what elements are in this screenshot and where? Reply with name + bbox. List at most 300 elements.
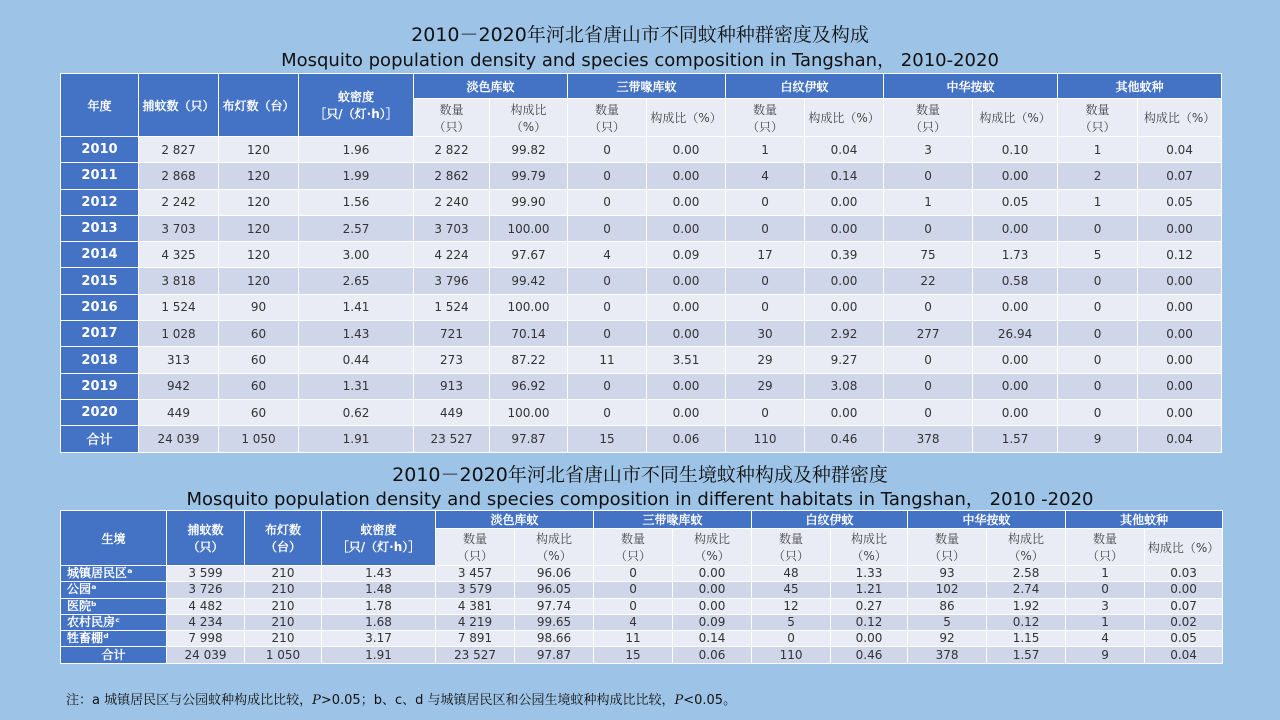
table-cell: 0	[1058, 321, 1138, 347]
table-cell: 24 039	[167, 647, 245, 663]
table-row	[61, 399, 1222, 425]
table-cell: 0	[726, 294, 805, 320]
table-row	[61, 647, 1223, 663]
table-cell: 0	[726, 399, 805, 425]
table-cell: 0	[726, 268, 805, 294]
table-cell: 0.05	[1138, 189, 1222, 215]
table-cell: 1.57	[973, 426, 1058, 452]
table-cell: 24 039	[139, 426, 219, 452]
table-cell: 0	[1058, 215, 1138, 241]
table-cell: 60	[219, 399, 299, 425]
table-cell: 210	[245, 614, 322, 630]
table-cell: 0.00	[647, 215, 726, 241]
table-cell: 2.92	[805, 321, 884, 347]
subheader-count: 数量 （只）	[752, 529, 831, 566]
row-header-cell: 2016	[61, 294, 139, 320]
subheader-ratio: 构成比 （%）	[490, 99, 568, 137]
table-cell: 0.00	[1138, 373, 1222, 399]
subheader-ratio: 构成比（%）	[1138, 99, 1222, 137]
table-cell: 210	[245, 566, 322, 582]
table-cell: 0.03	[1145, 566, 1223, 582]
table-cell: 0.58	[973, 268, 1058, 294]
table-cell: 0	[568, 268, 647, 294]
table-cell: 0.00	[1138, 215, 1222, 241]
table-cell: 0	[568, 321, 647, 347]
table-row	[61, 347, 1222, 373]
table-cell: 0.09	[673, 614, 752, 630]
table-cell: 2.74	[987, 582, 1066, 598]
table-cell: 0	[568, 163, 647, 189]
table2-body	[61, 566, 1223, 664]
table-cell: 3	[1066, 598, 1145, 614]
table-cell: 4	[568, 242, 647, 268]
table-cell: 23 527	[436, 647, 515, 663]
table-cell: 7 891	[436, 631, 515, 647]
subheader-count: 数量 （只）	[1058, 99, 1138, 137]
table-cell: 92	[908, 631, 987, 647]
table-cell: 0.00	[647, 163, 726, 189]
table-cell: 23 527	[414, 426, 490, 452]
header-species-4: 中华按蚊	[884, 74, 1058, 99]
row-header-cell: 合计	[61, 426, 139, 452]
table-cell: 0	[594, 582, 673, 598]
header-species-5: 其他蚊种	[1058, 74, 1222, 99]
table-row	[61, 268, 1222, 294]
table-cell: 3 457	[436, 566, 515, 582]
table-cell: 1.43	[299, 321, 414, 347]
header-species-2: 三带喙库蚊	[594, 511, 752, 529]
table-cell: 96.05	[515, 582, 594, 598]
table-cell: 0.07	[1138, 163, 1222, 189]
table-cell: 1.56	[299, 189, 414, 215]
table-cell: 120	[219, 242, 299, 268]
table-cell: 99.82	[490, 137, 568, 163]
table-cell: 93	[908, 566, 987, 582]
table-cell: 3 703	[414, 215, 490, 241]
table-cell: 1 524	[139, 294, 219, 320]
table-cell: 0.02	[1145, 614, 1223, 630]
table-cell: 1 028	[139, 321, 219, 347]
table-cell: 4 482	[167, 598, 245, 614]
table-cell: 98.66	[515, 631, 594, 647]
table-cell: 0.00	[831, 631, 908, 647]
subheader-count: 数量 （只）	[414, 99, 490, 137]
row-header-cell: 2011	[61, 163, 139, 189]
table-cell: 1	[1066, 566, 1145, 582]
table-cell: 87.22	[490, 347, 568, 373]
table-cell: 1 050	[219, 426, 299, 452]
table-cell: 1.91	[322, 647, 436, 663]
table-cell: 0.00	[1138, 399, 1222, 425]
table-row	[61, 582, 1223, 598]
table-cell: 99.79	[490, 163, 568, 189]
table-cell: 120	[219, 215, 299, 241]
header-species-3: 白纹伊蚊	[752, 511, 908, 529]
table-row	[61, 294, 1222, 320]
row-header-cell: 城镇居民区ᵃ	[61, 566, 167, 582]
row-header-cell: 合计	[61, 647, 167, 663]
subheader-count: 数量 （只）	[436, 529, 515, 566]
table-cell: 110	[726, 426, 805, 452]
table-cell: 60	[219, 321, 299, 347]
table-cell: 60	[219, 373, 299, 399]
table-cell: 1.33	[831, 566, 908, 582]
species-by-habitat-table	[60, 510, 1223, 664]
table-cell: 378	[884, 426, 973, 452]
row-header-cell: 2019	[61, 373, 139, 399]
table-cell: 0.00	[673, 582, 752, 598]
table-cell: 120	[219, 189, 299, 215]
table-cell: 0	[726, 215, 805, 241]
subheader-ratio: 构成比（%）	[973, 99, 1058, 137]
header-species-1: 淡色库蚊	[436, 511, 594, 529]
table-cell: 15	[594, 647, 673, 663]
table-cell: 0.00	[647, 373, 726, 399]
table-cell: 0	[568, 373, 647, 399]
header-species-5: 其他蚊种	[1066, 511, 1223, 529]
subheader-ratio: 构成比（%）	[805, 99, 884, 137]
table-cell: 721	[414, 321, 490, 347]
table-cell: 0.00	[805, 399, 884, 425]
table-cell: 2.65	[299, 268, 414, 294]
table-row	[61, 426, 1222, 452]
table-cell: 0.00	[647, 189, 726, 215]
table-cell: 100.00	[490, 215, 568, 241]
table-cell: 0	[1058, 294, 1138, 320]
subheader-ratio: 构成比 （%）	[515, 529, 594, 566]
table-cell: 273	[414, 347, 490, 373]
table-cell: 1.41	[299, 294, 414, 320]
table-cell: 12	[752, 598, 831, 614]
table-cell: 0	[568, 189, 647, 215]
table-cell: 1.92	[987, 598, 1066, 614]
table-cell: 0.27	[831, 598, 908, 614]
table-cell: 2 827	[139, 137, 219, 163]
table-cell: 2 822	[414, 137, 490, 163]
header-year: 年度	[61, 74, 139, 137]
table-cell: 102	[908, 582, 987, 598]
table-cell: 0	[594, 566, 673, 582]
species-density-by-year-table	[60, 73, 1222, 453]
table-row	[61, 189, 1222, 215]
table-row	[61, 163, 1222, 189]
table-cell: 0	[568, 294, 647, 320]
table-cell: 0.00	[673, 566, 752, 582]
table-cell: 1	[1058, 137, 1138, 163]
header-species-2: 三带喙库蚊	[568, 74, 726, 99]
subheader-ratio: 构成比（%）	[1145, 529, 1223, 566]
table-row	[61, 631, 1223, 647]
table-cell: 1.99	[299, 163, 414, 189]
subheader-ratio: 构成比 （%）	[987, 529, 1066, 566]
table-cell: 0.00	[647, 399, 726, 425]
table-cell: 0	[1066, 582, 1145, 598]
table-cell: 11	[594, 631, 673, 647]
table-cell: 29	[726, 347, 805, 373]
table-cell: 0.04	[805, 137, 884, 163]
table2-title-en: Mosquito population density and species composition in different habitats in Tangshan， 2010 -2020	[186, 489, 1094, 510]
table-cell: 22	[884, 268, 973, 294]
table-cell: 0	[594, 598, 673, 614]
table-cell: 449	[414, 399, 490, 425]
table-cell: 0.12	[831, 614, 908, 630]
table-cell: 0.00	[805, 215, 884, 241]
table-cell: 70.14	[490, 321, 568, 347]
table-cell: 15	[568, 426, 647, 452]
header-density: 蚊密度 ［只/（灯·h）］	[299, 74, 414, 137]
table-cell: 0	[1058, 373, 1138, 399]
table-cell: 1.21	[831, 582, 908, 598]
table-cell: 0	[752, 631, 831, 647]
table-cell: 99.42	[490, 268, 568, 294]
table-cell: 0.05	[1145, 631, 1223, 647]
table-row	[61, 614, 1223, 630]
table-row	[61, 137, 1222, 163]
table-cell: 99.65	[515, 614, 594, 630]
table2-title-cn: 2010－2020年河北省唐山市不同生境蚊种构成及种群密度	[392, 464, 888, 486]
table-cell: 3 818	[139, 268, 219, 294]
table-cell: 5	[752, 614, 831, 630]
header-caught: 捕蚊数（只）	[139, 74, 219, 137]
table-cell: 45	[752, 582, 831, 598]
table-cell: 60	[219, 347, 299, 373]
table-row	[61, 321, 1222, 347]
table-cell: 0.00	[647, 137, 726, 163]
table-cell: 90	[219, 294, 299, 320]
table-cell: 0.00	[1138, 321, 1222, 347]
table-cell: 2.57	[299, 215, 414, 241]
subheader-count: 数量 （只）	[1066, 529, 1145, 566]
header-species-1: 淡色库蚊	[414, 74, 568, 99]
table-cell: 120	[219, 268, 299, 294]
table-row	[61, 215, 1222, 241]
table-cell: 11	[568, 347, 647, 373]
table-cell: 0	[1058, 399, 1138, 425]
table-cell: 0.46	[831, 647, 908, 663]
table-cell: 110	[752, 647, 831, 663]
table-cell: 2 862	[414, 163, 490, 189]
table-cell: 2 242	[139, 189, 219, 215]
table-cell: 0.00	[973, 373, 1058, 399]
table-cell: 0	[884, 347, 973, 373]
table-cell: 0.10	[973, 137, 1058, 163]
table-cell: 0.00	[647, 268, 726, 294]
row-header-cell: 2013	[61, 215, 139, 241]
table-cell: 0.00	[973, 163, 1058, 189]
table-cell: 0.12	[987, 614, 1066, 630]
table-cell: 0.04	[1145, 647, 1223, 663]
table-cell: 0.00	[805, 189, 884, 215]
row-header-cell: 2014	[61, 242, 139, 268]
table-cell: 0.14	[805, 163, 884, 189]
table-row	[61, 598, 1223, 614]
table-cell: 210	[245, 631, 322, 647]
table-cell: 3	[884, 137, 973, 163]
table-cell: 5	[1058, 242, 1138, 268]
table-cell: 3 579	[436, 582, 515, 598]
table-cell: 913	[414, 373, 490, 399]
table-cell: 0.00	[1145, 582, 1223, 598]
table-cell: 0.09	[647, 242, 726, 268]
header-species-4: 中华按蚊	[908, 511, 1066, 529]
table-cell: 5	[908, 614, 987, 630]
table-cell: 0	[884, 163, 973, 189]
table-cell: 0	[884, 215, 973, 241]
table-cell: 1	[1066, 614, 1145, 630]
table-cell: 1 524	[414, 294, 490, 320]
table-cell: 3.17	[322, 631, 436, 647]
table-cell: 97.87	[515, 647, 594, 663]
table-cell: 96.06	[515, 566, 594, 582]
table-cell: 2	[1058, 163, 1138, 189]
subheader-count: 数量 （只）	[726, 99, 805, 137]
table-cell: 4 224	[414, 242, 490, 268]
table-cell: 4	[594, 614, 673, 630]
table-cell: 1	[1058, 189, 1138, 215]
table-cell: 0.00	[1138, 294, 1222, 320]
table-cell: 3.51	[647, 347, 726, 373]
table-cell: 0	[568, 215, 647, 241]
table-cell: 96.92	[490, 373, 568, 399]
table-cell: 120	[219, 163, 299, 189]
row-header-cell: 农村民房ᶜ	[61, 614, 167, 630]
table-cell: 3 599	[167, 566, 245, 582]
table-cell: 0.04	[1138, 426, 1222, 452]
table-cell: 0.00	[973, 399, 1058, 425]
table-cell: 0	[1058, 268, 1138, 294]
table-cell: 0	[884, 399, 973, 425]
table-cell: 0.14	[673, 631, 752, 647]
table-cell: 1	[884, 189, 973, 215]
table-cell: 4 219	[436, 614, 515, 630]
table-cell: 0.00	[805, 268, 884, 294]
table-cell: 4	[1066, 631, 1145, 647]
table-cell: 2.58	[987, 566, 1066, 582]
table-cell: 0.06	[673, 647, 752, 663]
header-lamps: 布灯数 （台）	[245, 511, 322, 566]
header-lamps: 布灯数（台）	[219, 74, 299, 137]
table-cell: 48	[752, 566, 831, 582]
table-cell: 0.39	[805, 242, 884, 268]
table-cell: 30	[726, 321, 805, 347]
table-cell: 3.00	[299, 242, 414, 268]
table-cell: 0	[1058, 347, 1138, 373]
table-cell: 75	[884, 242, 973, 268]
header-density: 蚊密度 ［只/（灯·h）］	[322, 511, 436, 566]
table-cell: 2 868	[139, 163, 219, 189]
table-cell: 0.07	[1145, 598, 1223, 614]
table-cell: 277	[884, 321, 973, 347]
table-cell: 0	[726, 189, 805, 215]
table-cell: 1.73	[973, 242, 1058, 268]
table-cell: 1.43	[322, 566, 436, 582]
table-cell: 3 703	[139, 215, 219, 241]
table-cell: 0.00	[1138, 347, 1222, 373]
table-cell: 0.00	[1138, 268, 1222, 294]
table-cell: 1.96	[299, 137, 414, 163]
table-cell: 0.00	[647, 294, 726, 320]
table-cell: 0.04	[1138, 137, 1222, 163]
table-cell: 97.67	[490, 242, 568, 268]
row-header-cell: 公园ᵃ	[61, 582, 167, 598]
table-cell: 1.57	[987, 647, 1066, 663]
subheader-ratio: 构成比 （%）	[673, 529, 752, 566]
table-cell: 0.46	[805, 426, 884, 452]
table-cell: 4	[726, 163, 805, 189]
table-cell: 1	[726, 137, 805, 163]
table-cell: 3.08	[805, 373, 884, 399]
table-cell: 3 726	[167, 582, 245, 598]
table1-body	[61, 137, 1222, 453]
table-cell: 86	[908, 598, 987, 614]
table-cell: 7 998	[167, 631, 245, 647]
table-row	[61, 242, 1222, 268]
table-cell: 0.00	[973, 294, 1058, 320]
table-cell: 17	[726, 242, 805, 268]
table-cell: 378	[908, 647, 987, 663]
table-row	[61, 566, 1223, 582]
table-cell: 100.00	[490, 294, 568, 320]
table-cell: 0	[884, 373, 973, 399]
table-cell: 4 381	[436, 598, 515, 614]
row-header-cell: 2010	[61, 137, 139, 163]
table-cell: 1.78	[322, 598, 436, 614]
row-header-cell: 牲畜棚ᵈ	[61, 631, 167, 647]
table-cell: 4 325	[139, 242, 219, 268]
table-cell: 100.00	[490, 399, 568, 425]
table-cell: 1 050	[245, 647, 322, 663]
table-cell: 9.27	[805, 347, 884, 373]
table-cell: 0.00	[647, 321, 726, 347]
table-cell: 97.87	[490, 426, 568, 452]
table-cell: 0	[568, 399, 647, 425]
table1-title-cn: 2010－2020年河北省唐山市不同蚊种种群密度及构成	[411, 24, 869, 46]
row-header-cell: 2015	[61, 268, 139, 294]
table-cell: 0.05	[973, 189, 1058, 215]
table-cell: 29	[726, 373, 805, 399]
table-cell: 210	[245, 582, 322, 598]
table-cell: 2 240	[414, 189, 490, 215]
table-cell: 120	[219, 137, 299, 163]
table-cell: 99.90	[490, 189, 568, 215]
table-cell: 0.00	[973, 347, 1058, 373]
table-cell: 4 234	[167, 614, 245, 630]
table-cell: 0.62	[299, 399, 414, 425]
table-cell: 0.00	[673, 598, 752, 614]
table-cell: 97.74	[515, 598, 594, 614]
table1-title-en: Mosquito population density and species composition in Tangshan， 2010-2020	[281, 50, 999, 71]
subheader-count: 数量 （只）	[908, 529, 987, 566]
table-cell: 0.06	[647, 426, 726, 452]
table-cell: 26.94	[973, 321, 1058, 347]
table-cell: 313	[139, 347, 219, 373]
row-header-cell: 2012	[61, 189, 139, 215]
table-cell: 0	[568, 137, 647, 163]
subheader-count: 数量 （只）	[594, 529, 673, 566]
subheader-ratio: 构成比 （%）	[831, 529, 908, 566]
table-cell: 942	[139, 373, 219, 399]
table-cell: 0.44	[299, 347, 414, 373]
table-cell: 1.68	[322, 614, 436, 630]
header-species-3: 白纹伊蚊	[726, 74, 884, 99]
table-cell: 1.15	[987, 631, 1066, 647]
row-header-cell: 2020	[61, 399, 139, 425]
row-header-cell: 2018	[61, 347, 139, 373]
subheader-ratio: 构成比（%）	[647, 99, 726, 137]
table-cell: 1.91	[299, 426, 414, 452]
table-cell: 9	[1066, 647, 1145, 663]
table-cell: 0.00	[805, 294, 884, 320]
